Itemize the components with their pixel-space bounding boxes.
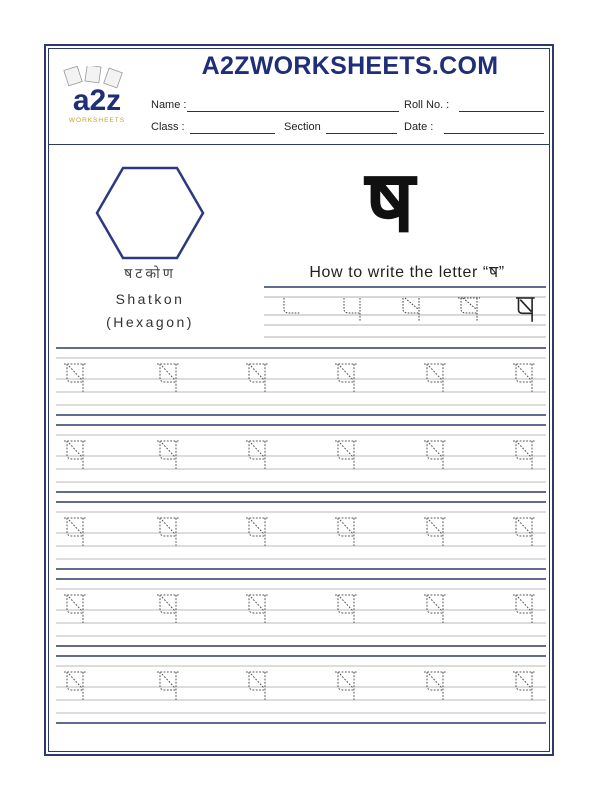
tracing-letter xyxy=(157,518,179,546)
tracing-letter xyxy=(64,364,86,392)
tracing-letter xyxy=(513,672,535,700)
roll-no-label: Roll No. : xyxy=(404,99,450,111)
tracing-letter xyxy=(157,672,179,700)
stroke-step-letter xyxy=(344,298,360,322)
stroke-step-letter xyxy=(403,298,419,322)
tracing-letter xyxy=(64,441,86,469)
logo-subtext: WORKSHEETS xyxy=(68,117,126,124)
tracing-letter xyxy=(246,364,268,392)
stroke-step-letter xyxy=(284,298,300,313)
tracing-letter xyxy=(64,595,86,623)
tracing-letter xyxy=(246,672,268,700)
tracing-letter xyxy=(513,364,535,392)
tracing-letter xyxy=(513,518,535,546)
tracing-letter xyxy=(513,441,535,469)
tracing-letter xyxy=(424,672,446,700)
tracing-letter xyxy=(64,518,86,546)
tracing-letter xyxy=(424,595,446,623)
name-label: Name : xyxy=(151,99,187,111)
tracing-letter xyxy=(246,518,268,546)
tracing-letter xyxy=(157,595,179,623)
tracing-letter xyxy=(246,441,268,469)
instruction-text: How to write the letter “ष” xyxy=(309,264,505,281)
shape-hindi-name: षटकोण xyxy=(124,266,176,282)
shape-english-name: (Hexagon) xyxy=(106,314,194,330)
stroke-complete-letter xyxy=(516,298,535,322)
tracing-letter xyxy=(335,364,357,392)
tracing-letter xyxy=(64,672,86,700)
tracing-letter xyxy=(513,595,535,623)
tracing-letter xyxy=(335,518,357,546)
target-letter: ष xyxy=(365,152,415,252)
tracing-letter xyxy=(424,441,446,469)
tracing-letter xyxy=(424,518,446,546)
logo-text: a2z xyxy=(72,84,122,117)
date-label: Date : xyxy=(404,121,434,133)
tracing-letter xyxy=(246,595,268,623)
tracing-letter xyxy=(157,441,179,469)
tracing-letter xyxy=(335,595,357,623)
shape-transliteration: Shatkon xyxy=(115,291,185,307)
class-label: Class : xyxy=(151,121,185,133)
stroke-step-letter xyxy=(458,298,480,322)
site-title[interactable]: A2ZWORKSHEETS.COM xyxy=(201,52,499,80)
tracing-letter xyxy=(335,672,357,700)
section-label: Section xyxy=(284,121,321,133)
tracing-letter xyxy=(157,364,179,392)
tracing-letter xyxy=(335,441,357,469)
tracing-letter xyxy=(424,364,446,392)
